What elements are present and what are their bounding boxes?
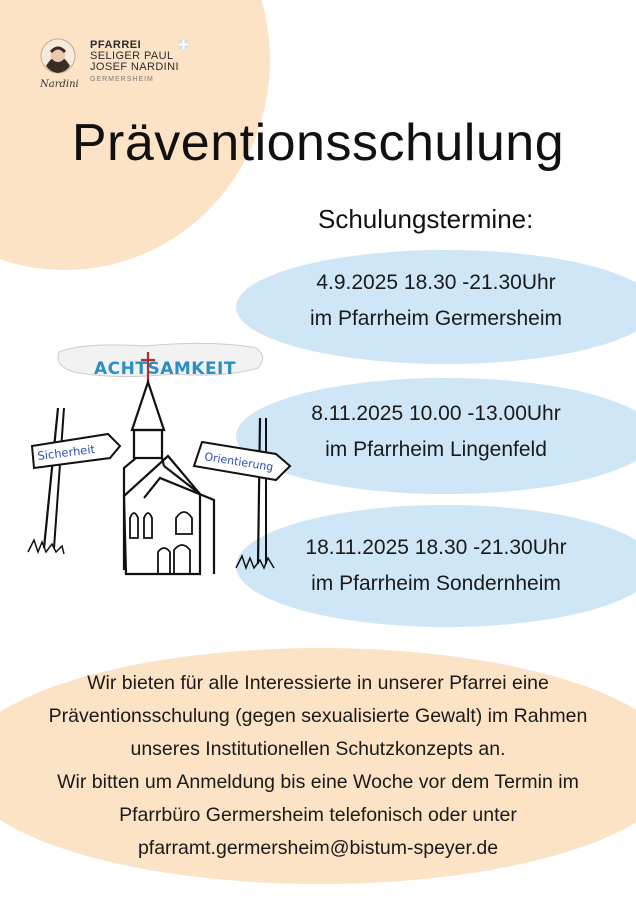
- info-line: Pfarrbüro Germersheim telefonisch oder unter: [119, 804, 517, 826]
- logo-line-4: GERMERSHEIM: [90, 76, 154, 83]
- date-time: 8.11.2025 10.00 -13.00Uhr: [311, 402, 561, 425]
- date-place: im Pfarrheim Germersheim: [309, 307, 563, 330]
- signature: Nardini: [40, 79, 79, 90]
- date-place: im Pfarrheim Sondernheim: [311, 572, 561, 595]
- logo-line-2: SELIGER PAUL: [90, 50, 174, 62]
- church-illustration: [24, 338, 294, 578]
- info-line: Wir bitten um Anmeldung bis eine Woche vor dem Termin im: [57, 771, 579, 793]
- dates-heading: Schulungstermine:: [318, 204, 534, 234]
- date-entry-2: [236, 396, 636, 468]
- signpost-right-pole: [258, 418, 260, 564]
- logo-line-1: PFARREI: [90, 39, 142, 51]
- signpost-right-text: Orientierung: [203, 450, 275, 474]
- banner-text: ACHTSAMKEIT: [94, 359, 236, 379]
- date-time: 4.9.2025 18.30 -21.30Uhr: [316, 271, 556, 294]
- info-line: unseres Institutionellen Schutzkonzepts an.: [130, 738, 506, 760]
- date-place: im Pfarrheim Lingenfeld: [325, 438, 547, 461]
- date-entry-3: [236, 530, 636, 602]
- logo-text: [90, 40, 179, 85]
- logo-line-3: JOSEF NARDINI: [90, 61, 179, 73]
- shield-icon: [179, 40, 188, 49]
- info-line: Präventionsschulung (gegen sexualisierte Gewalt) im Rahmen: [48, 705, 588, 727]
- signpost-left-text: Sicherheit: [36, 442, 96, 463]
- date-time: 18.11.2025 18.30 -21.30Uhr: [305, 536, 567, 559]
- info-line: Wir bieten für alle Interessierte in unserer Pfarrei eine: [87, 672, 549, 694]
- steeple: [132, 382, 164, 430]
- date-entry-1: [236, 265, 636, 337]
- info-text: [0, 667, 636, 865]
- page-title: Präventionsschulung: [71, 114, 565, 172]
- parish-logo: [36, 38, 236, 90]
- portrait-icon: [36, 38, 84, 90]
- contact-email: pfarramt.germersheim@bistum-speyer.de: [137, 837, 499, 859]
